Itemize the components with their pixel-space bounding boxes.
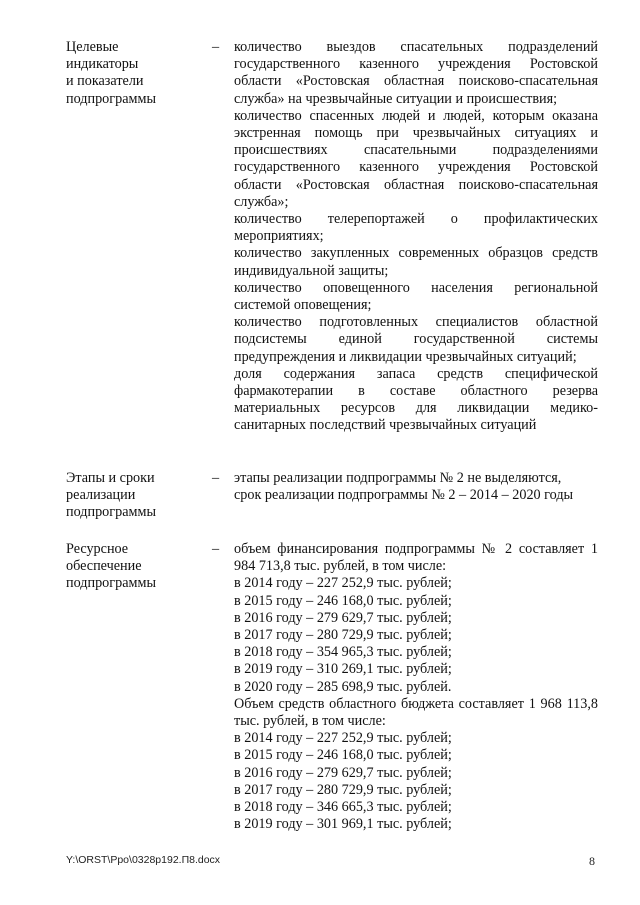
label-line: Этапы и сроки xyxy=(66,470,155,486)
label-line: подпрограммы xyxy=(66,575,156,592)
section-label xyxy=(66,541,204,593)
label-line: Ресурсное xyxy=(66,541,129,557)
regional-year: в 2019 году – 301 969,1 тыс. рублей; xyxy=(234,816,452,833)
indicator-item: количество спасенных людей и людей, которым оказана экстренная помощь при чрезвычайных ситуациях и происшествиях спасательными подразделениями государственного казенного учреждения Ростовской области «Ростовская областная поисково-спасательная служба»; xyxy=(234,107,598,210)
dash-separator: – xyxy=(212,39,220,55)
indicator-item: доля содержания запаса средств специфической фармакотерапии в составе областного резерва материальных ресурсов для ликвидации медико-санитарных последствий чрезвычайных ситуаций xyxy=(234,365,598,434)
label-line: подпрограммы xyxy=(66,90,156,107)
section-label xyxy=(66,470,204,522)
indicator-item: количество телерепортажей о профилактических мероприятиях; xyxy=(234,211,598,245)
regional-year: в 2015 году – 246 168,0 тыс. рублей; xyxy=(234,747,452,764)
funding-year: в 2015 году – 246 168,0 тыс. рублей; xyxy=(234,592,452,609)
stage-line: этапы реализации подпрограммы № 2 не выделяются, xyxy=(234,470,562,486)
label-line: реализации xyxy=(66,487,136,504)
indicator-item: количество оповещенного населения региональной системой оповещения; xyxy=(234,279,598,314)
section-label xyxy=(66,39,204,108)
regional-year: в 2017 году – 280 729,9 тыс. рублей; xyxy=(234,781,452,798)
indicator-item: количество выездов спасательных подразделений государственного казенного учреждения Ростовской области «Ростовская областная поисково-спасательная служба» на чрезвычайные ситуации и происшествия; xyxy=(234,39,598,107)
label-line: и показатели xyxy=(66,73,144,90)
funding-year: в 2016 году – 279 629,7 тыс. рублей; xyxy=(234,609,452,626)
section-content xyxy=(234,470,598,504)
label-line: подпрограммы xyxy=(66,504,156,521)
funding-intro: объем финансирования подпрограммы № 2 составляет 1 984 713,8 тыс. рублей, в том числе: xyxy=(234,541,598,575)
section-content xyxy=(234,39,598,435)
dash-separator: – xyxy=(212,541,220,557)
label-line: индикаторы xyxy=(66,56,139,73)
dash-separator: – xyxy=(212,470,220,486)
indicator-item: количество закупленных современных образцов средств индивидуальной защиты; xyxy=(234,245,598,279)
section-content xyxy=(234,541,598,833)
funding-year: в 2019 году – 310 269,1 тыс. рублей; xyxy=(234,661,452,678)
funding-year: в 2017 году – 280 729,9 тыс. рублей; xyxy=(234,627,452,644)
regional-year: в 2018 году – 346 665,3 тыс. рублей; xyxy=(234,799,452,816)
funding-year: в 2018 году – 354 965,3 тыс. рублей; xyxy=(234,644,452,661)
funding-year: в 2014 году – 227 252,9 тыс. рублей; xyxy=(234,575,452,592)
label-line: обеспечение xyxy=(66,558,142,575)
footer-file-path: Y:\ORST\Ppo\0328p192.П8.docx xyxy=(66,854,221,866)
stage-line: срок реализации подпрограммы № 2 – 2014 – 2020 годы xyxy=(234,487,574,504)
regional-year: в 2016 году – 279 629,7 тыс. рублей; xyxy=(234,764,452,781)
indicator-item: количество подготовленных специалистов областной подсистемы единой государственной системы предупреждения и ликвидации чрезвычайных ситуаций; xyxy=(234,314,598,365)
label-line: Целевые xyxy=(66,39,119,55)
regional-year: в 2014 году – 227 252,9 тыс. рублей; xyxy=(234,730,452,747)
regional-budget-intro: Объем средств областного бюджета составляет 1 968 113,8 тыс. рублей, в том числе: xyxy=(234,695,598,730)
page-number: 8 xyxy=(589,854,595,868)
funding-year: в 2020 году – 285 698,9 тыс. рублей. xyxy=(234,678,452,695)
